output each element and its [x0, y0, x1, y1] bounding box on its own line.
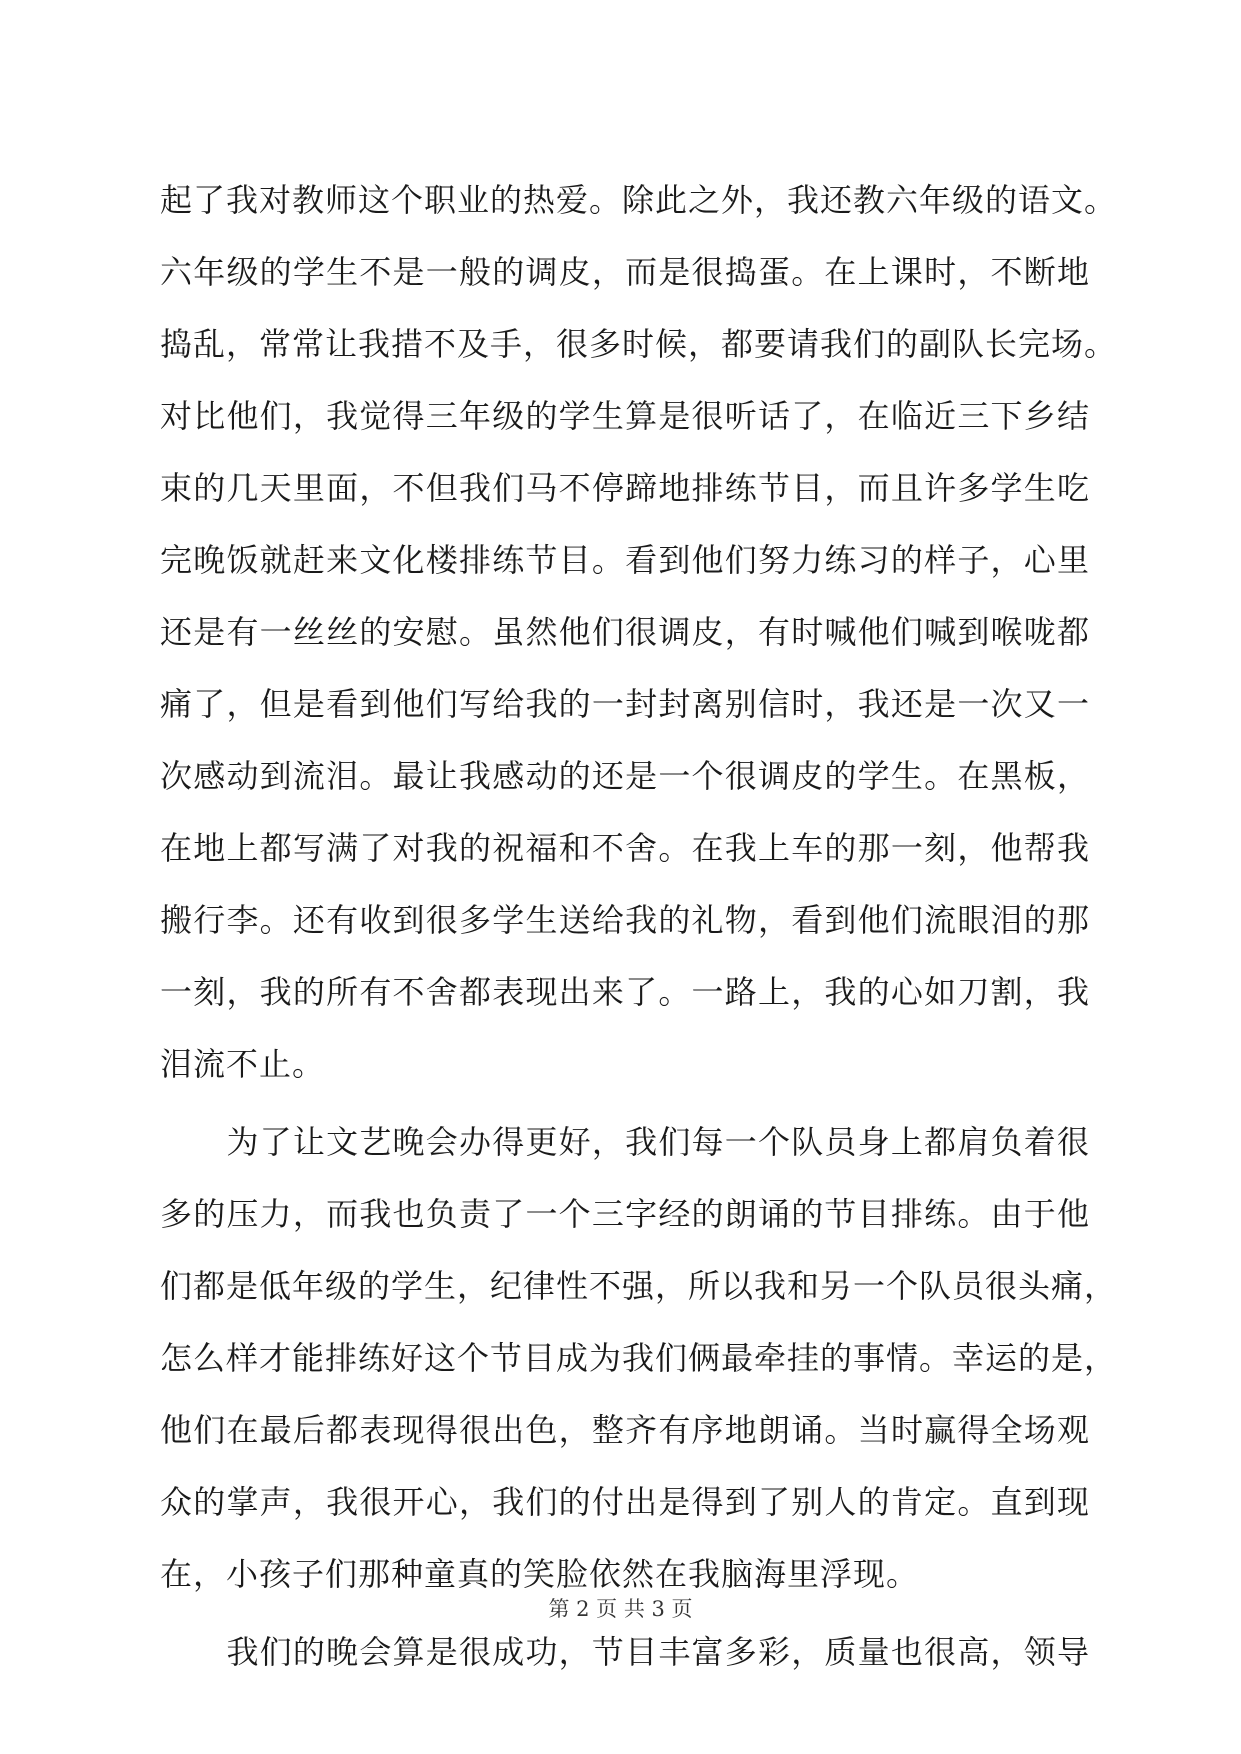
text-line: 一刻，我的所有不舍都表现出来了。一路上，我的心如刀割，我: [160, 973, 1090, 1011]
text-line: 我们的晚会算是很成功，节目丰富多彩，质量也很高，领导: [160, 1633, 1090, 1671]
text-line: 六年级的学生不是一般的调皮，而是很捣蛋。在上课时，不断地: [160, 253, 1090, 291]
paragraph: [160, 1616, 1090, 1688]
text-line: 多的压力，而我也负责了一个三字经的朗诵的节目排练。由于他: [160, 1195, 1090, 1233]
text-line: 捣乱，常常让我措不及手，很多时候，都要请我们的副队长完场。: [160, 325, 1118, 363]
text-line: 束的几天里面，不但我们马不停蹄地排练节目，而且许多学生吃: [160, 469, 1090, 507]
page-footer: [0, 1593, 1241, 1623]
text-line: 们都是低年级的学生，纪律性不强，所以我和另一个队员很头痛，: [160, 1267, 1118, 1305]
text-line: 在地上都写满了对我的祝福和不舍。在我上车的那一刻，他帮我: [160, 829, 1090, 867]
paragraph: [160, 1106, 1118, 1610]
text-line: 对比他们，我觉得三年级的学生算是很听话了，在临近三下乡结: [160, 397, 1090, 435]
text-line: 还是有一丝丝的安慰。虽然他们很调皮，有时喊他们喊到喉咙都: [160, 613, 1090, 651]
text-line: 怎么样才能排练好这个节目成为我们俩最牵挂的事情。幸运的是，: [160, 1339, 1118, 1377]
text-line: 次感动到流泪。最让我感动的还是一个很调皮的学生。在黑板，: [160, 757, 1090, 795]
text-line: 痛了，但是看到他们写给我的一封封离别信时，我还是一次又一: [160, 685, 1090, 723]
text-line: 泪流不止。: [160, 1045, 326, 1083]
paragraph: [160, 164, 1118, 1100]
text-line: 他们在最后都表现得很出色，整齐有序地朗诵。当时赢得全场观: [160, 1411, 1090, 1449]
text-line: 为了让文艺晚会办得更好，我们每一个队员身上都肩负着很: [160, 1123, 1090, 1161]
document-body: [160, 164, 1118, 1688]
text-line: 起了我对教师这个职业的热爱。除此之外，我还教六年级的语文。: [160, 181, 1118, 219]
text-line: 众的掌声，我很开心，我们的付出是得到了别人的肯定。直到现: [160, 1483, 1090, 1521]
text-line: 在，小孩子们那种童真的笑脸依然在我脑海里浮现。: [160, 1555, 920, 1593]
text-line: 完晚饭就赶来文化楼排练节目。看到他们努力练习的样子，心里: [160, 541, 1090, 579]
text-line: 搬行李。还有收到很多学生送给我的礼物，看到他们流眼泪的那: [160, 901, 1090, 939]
page-number-label: 第 2 页 共 3 页: [548, 1597, 693, 1621]
